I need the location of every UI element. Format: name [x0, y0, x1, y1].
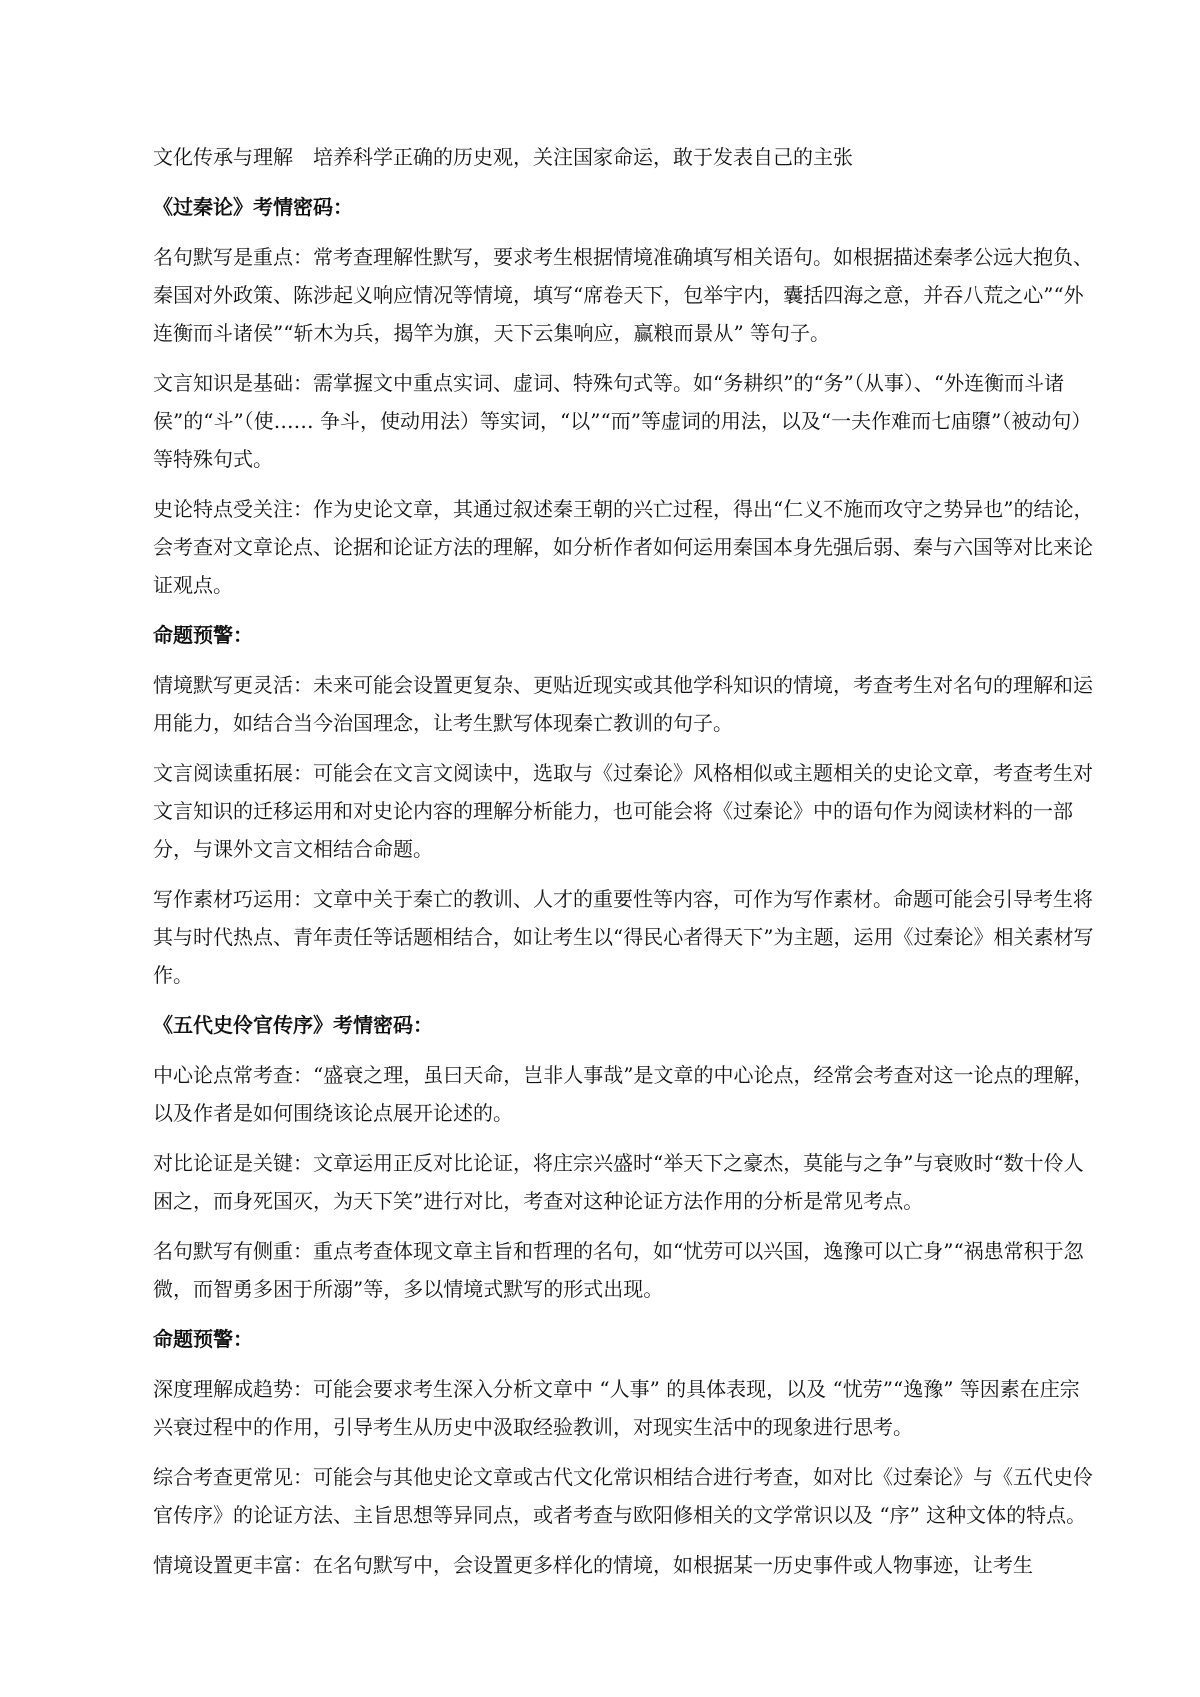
section-heading-guoqinlun: 《过秦论》考情密码： [153, 195, 353, 219]
intro-label: 文化传承与理解 [153, 145, 293, 169]
paragraph: 文言阅读重拓展：可能会在文言文阅读中，选取与《过秦论》风格相似或主题相关的史论文章，考查考生对文言知识的迁移运用和对史论内容的理解分析能力，也可能会将《过秦论》中的语句作为阅读材料的一部分，与课外文言文相结合命题。 [153, 761, 1093, 861]
section-heading-warning-1: 命题预警： [153, 623, 253, 647]
section-heading-warning-2: 命题预警： [153, 1327, 253, 1351]
paragraph: 对比论证是关键：文章运用正反对比论证，将庄宗兴盛时“举天下之豪杰，莫能与之争”与衰败时“数十伶人困之，而身死国灭，为天下笑”进行对比，考查对这种论证方法作用的分析是常见考点。 [153, 1151, 1084, 1213]
paragraph: 史论特点受关注：作为史论文章，其通过叙述秦王朝的兴亡过程，得出“仁义不施而攻守之势异也”的结论，会考查对文章论点、论据和论证方法的理解，如分析作者如何运用秦国本身先强后弱、秦与六国等对比来论证观点。 [153, 497, 1094, 597]
paragraph: 深度理解成趋势：可能会要求考生深入分析文章中 “人事” 的具体表现，以及 “忧劳”“逸豫” 等因素在庄宗兴衰过程中的作用，引导考生从历史中汲取经验教训，对现实生活中的现象进行思考。 [153, 1377, 1080, 1439]
paragraph: 中心论点常考查：“盛衰之理，虽曰天命，岂非人事哉”是文章的中心论点，经常会考查对这一论点的理解，以及作者是如何围绕该论点展开论述的。 [153, 1063, 1094, 1125]
paragraph: 写作素材巧运用：文章中关于秦亡的教训、人才的重要性等内容，可作为写作素材。命题可能会引导考生将其与时代热点、青年责任等话题相结合，如让考生以“得民心者得天下”为主题，运用《过秦论》相关素材写作。 [153, 887, 1094, 987]
intro-line [153, 138, 1097, 176]
section-heading-lingguan: 《五代史伶官传序》考情密码： [153, 1013, 433, 1037]
paragraph: 文言知识是基础：需掌握文中重点实词、虚词、特殊句式等。如“务耕织”的“务”（从事）、“外连衡而斗诸侯”的“斗”（使…… 争斗，使动用法）等实词，“以”“而”等虚词的用法，以及“一夫作难而七庙隳”（被动句）等特殊句式。 [153, 371, 1092, 471]
paragraph: 综合考查更常见：可能会与其他史论文章或古代文化常识相结合进行考查，如对比《过秦论》与《五代史伶官传序》的论证方法、主旨思想等异同点，或者考查与欧阳修相关的文学常识以及 “序” 这种文体的特点。 [153, 1465, 1093, 1527]
intro-text: 培养科学正确的历史观，关注国家命运，敢于发表自己的主张 [313, 145, 853, 169]
paragraph: 名句默写是重点：常考查理解性默写，要求考生根据情境准确填写相关语句。如根据描述秦孝公远大抱负、秦国对外政策、陈涉起义响应情况等情境，填写“席卷天下，包举宇内，囊括四海之意，并吞八荒之心”“外连衡而斗诸侯”“斩木为兵，揭竿为旗，天下云集响应，赢粮而景从” 等句子。 [153, 245, 1093, 345]
paragraph: 情境默写更灵活：未来可能会设置更复杂、更贴近现实或其他学科知识的情境，考查考生对名句的理解和运用能力，如结合当今治国理念，让考生默写体现秦亡教训的句子。 [153, 673, 1093, 735]
paragraph: 名句默写有侧重：重点考查体现文章主旨和哲理的名句，如“忧劳可以兴国，逸豫可以亡身”“祸患常积于忽微，而智勇多困于所溺”等，多以情境式默写的形式出现。 [153, 1239, 1084, 1301]
paragraph: 情境设置更丰富：在名句默写中，会设置更多样化的情境，如根据某一历史事件或人物事迹，让考生 [153, 1553, 1033, 1577]
